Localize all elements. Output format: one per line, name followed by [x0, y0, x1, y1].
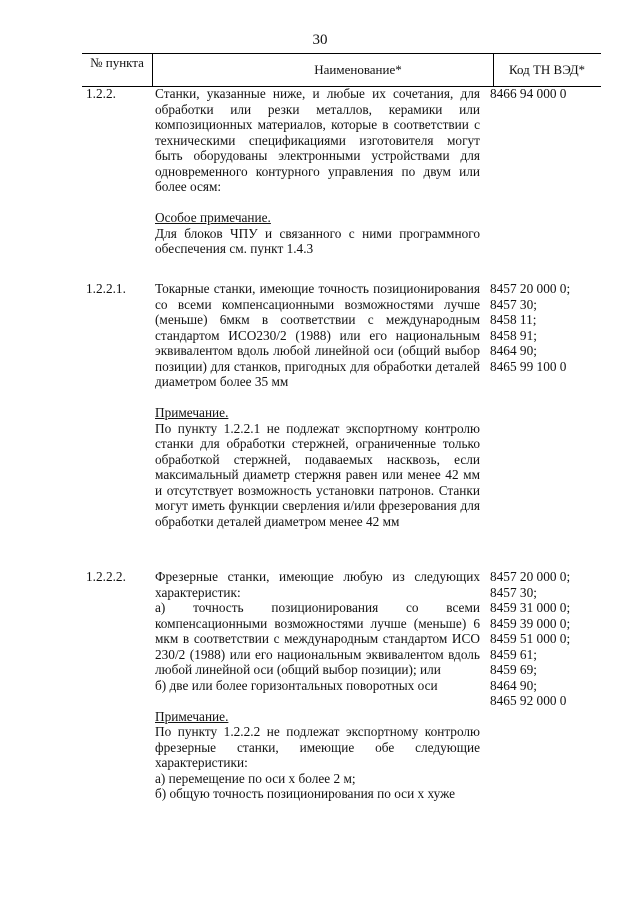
code: 8458 91; — [490, 327, 537, 343]
note-title: Особое примечание. — [155, 210, 271, 225]
code: 8465 99 100 0 — [490, 358, 567, 374]
item-a: а) точность позиционирования со всеми компенсационными возможностями лучше (меньше) 6 мкм в соответствии с международным стандартом ИСО 230/2 (1988) или его национальным эквивалентом вдоль любой линейной оси (общий выбор позиции); или — [155, 600, 480, 677]
code: 8459 51 000 0; — [490, 631, 571, 646]
entry-number: 1.2.2.1. — [86, 281, 126, 296]
code: 8459 61; — [490, 646, 537, 662]
entry-codes — [490, 281, 610, 374]
page-number: 30 — [312, 32, 328, 48]
entry-number: 1.2.2.2. — [86, 569, 126, 584]
entry-description — [155, 569, 480, 802]
note-text: По пункту 1.2.2.1 не подлежат экспортному контролю станки для обработки стержней, ограниченные только обработкой стержней, подаваемых насквозь, если максимальный диаметр стержня равен или менее 42 мм и отсутствует возможность установки патронов. Станки могут иметь функции сверления и/или фрезерования для обработки деталей диаметром менее 42 мм — [155, 420, 480, 529]
code: 8459 69; — [490, 662, 537, 677]
note-item-b: б) общую точность позиционирования по оси x хуже — [155, 786, 456, 801]
entry-text: Токарные станки, имеющие точность позиционирования со всеми компенсационными возможностями лучше (меньше) 6мкм в соответствии с международным стандартом ИСО230/2 (1988) или его национальным эквивалентом вдоль любой линейной оси (общий выбор позиции) для станков, пригодных для обработки деталей диаметром более 35 мм — [155, 281, 480, 389]
code: 8464 90; — [490, 343, 537, 358]
entry-description — [155, 86, 480, 257]
code: 8459 39 000 0; — [490, 615, 571, 631]
entry-description — [155, 281, 480, 529]
entry-text: Фрезерные станки, имеющие любую из следующих характеристик: — [155, 569, 480, 600]
entry-text: Станки, указанные ниже, и любые их сочетания, для обработки или резки металлов, керамики или композиционных материалов, которые в соответствии с техническими спецификациями изготовителя могут быть оборудованы электронными устройствами для одновременного контурного управления по двум или более осям: — [155, 86, 480, 194]
header-name-column: Наименование* — [314, 62, 402, 77]
entry-codes — [490, 569, 610, 709]
note-item-a: а) перемещение по оси x более 2 м; — [155, 770, 356, 786]
code: 8457 20 000 0; — [490, 569, 571, 584]
header-code-column: Код ТН ВЭД* — [508, 62, 586, 77]
code: 8465 92 000 0 — [490, 693, 567, 708]
table-header — [82, 53, 601, 87]
note-text: По пункту 1.2.2.2 не подлежат экспортному контролю фрезерные станки, имеющие обе следующие характеристики: — [155, 724, 480, 770]
note-text: Для блоков ЧПУ и связанного с ними программного обеспечения см. пункт 1.4.3 — [155, 225, 480, 256]
note-title: Примечание. — [155, 708, 229, 724]
code: 8458 11; — [490, 312, 537, 327]
code: 8466 94 000 0 — [490, 86, 567, 101]
code: 8457 30; — [490, 296, 537, 312]
entry-codes — [490, 86, 610, 102]
entry-number: 1.2.2. — [86, 86, 116, 101]
code: 8457 30; — [490, 584, 537, 600]
note-title: Примечание. — [155, 405, 229, 420]
code: 8457 20 000 0; — [490, 281, 571, 296]
item-b: б) две или более горизонтальных поворотных оси — [155, 677, 438, 693]
code: 8459 31 000 0; — [490, 600, 571, 615]
header-number-column: № пункта — [90, 55, 144, 70]
code: 8464 90; — [490, 677, 537, 693]
